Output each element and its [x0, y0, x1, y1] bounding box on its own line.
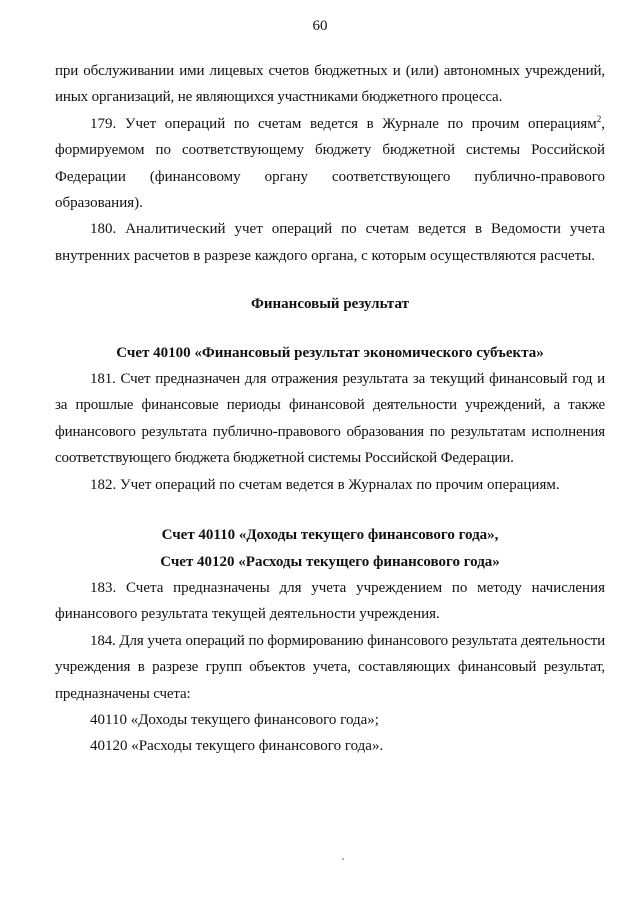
paragraph-continuation: при обслуживании ими лицевых счетов бюджетных и (или) автономных учреждений, иных организаций, не являющихся участниками бюджетного процесса.	[55, 63, 605, 106]
account-40100-title: Счет 40100 «Финансовый результат экономического субъекта»	[116, 344, 544, 361]
account-40120-title: Счет 40120 «Расходы текущего финансового года»	[160, 553, 500, 570]
paragraph-179-text: 179. Учет операций по счетам ведется в Журнале по прочим операциям	[90, 115, 597, 132]
paragraph-179	[55, 111, 605, 217]
paragraph-182: 182. Учет операций по счетам ведется в Журналах по прочим операциям.	[90, 476, 560, 493]
paragraph-184: 184. Для учета операций по формированию финансового результата деятельности учреждения в разрезе групп объектов учета, составляющих финансовый результат, предназначены счета:	[55, 632, 605, 702]
page-number: 60	[312, 18, 328, 34]
account-40110-title: Счет 40110 «Доходы текущего финансового года»,	[161, 527, 499, 544]
spacer	[55, 498, 605, 522]
document-body	[55, 58, 605, 760]
paragraph-180: 180. Аналитический учет операций по счетам ведется в Ведомости учета внутренних расчетов в разрезе каждого органа, с которым осуществляются расчеты.	[55, 221, 605, 264]
paragraph-181: 181. Счет предназначен для отражения результата за текущий финансовый год и за прошлые финансовые периоды финансовой деятельности учреждений, а также финансового результата публично-правового образования по результатам исполнения соответствующего бюджета бюджетной системы Российской Федерации.	[55, 371, 605, 467]
footnote-marker: 2	[596, 113, 602, 124]
section-title: Финансовый результат	[251, 296, 409, 313]
paragraph-179-rest: , формируемом по соответствующему бюджету бюджетной системы Российской Федерации (финансовому органу соответствующего публично-правового образования).	[55, 115, 605, 212]
list-item-40120: 40120 «Расходы текущего финансового года».	[90, 738, 384, 755]
scan-speck	[342, 858, 344, 860]
spacer	[55, 269, 605, 291]
paragraph-183: 183. Счета предназначены для учета учреждением по методу начисления финансового результата текущей деятельности учреждения.	[55, 579, 605, 623]
spacer	[55, 318, 605, 340]
list-item-40110: 40110 «Доходы текущего финансового года»;	[90, 711, 379, 728]
